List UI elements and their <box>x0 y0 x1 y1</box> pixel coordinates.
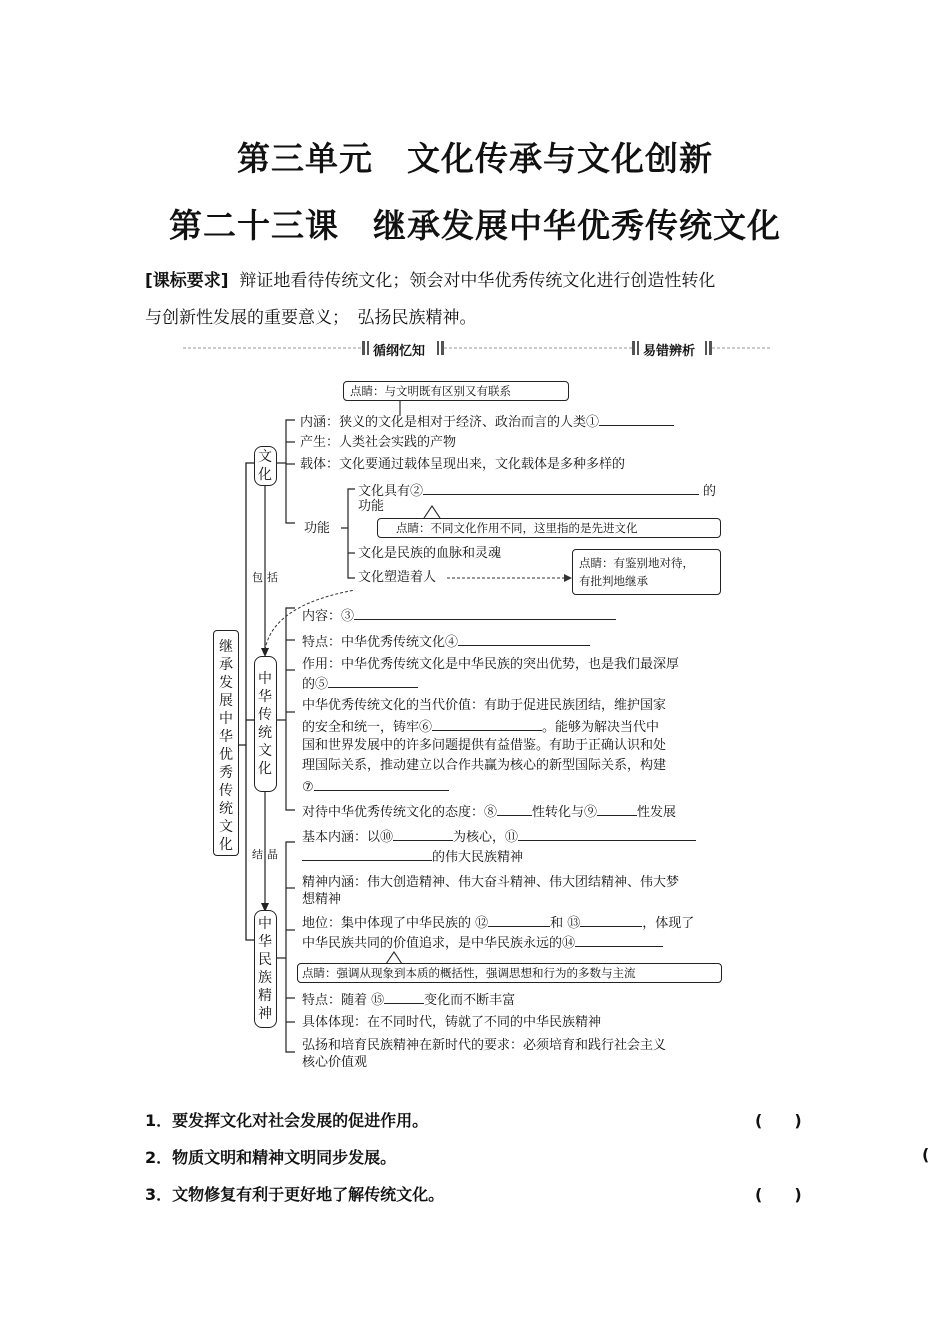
note-culture <box>343 381 569 401</box>
tab-errors[interactable]: 易错辨析 <box>643 344 696 359</box>
requirement-text-1: 辩证地看待传统文化；领会对中华优秀传统文化进行创造性转化 <box>239 271 716 291</box>
tradition-role-1: 作用：中华优秀传统文化是中华民族的突出优势，也是我们最深厚 <box>302 657 680 672</box>
culture-label: 文化 <box>258 449 272 483</box>
spirit-feature: 特点：随着 ⑮ 变化而不断丰富 <box>302 993 516 1008</box>
question-1-bracket[interactable]: ( ) <box>755 1111 802 1130</box>
tradition-value-3: 国和世界发展中的许多问题提供有益借鉴。有助于正确认识和处 <box>302 738 667 753</box>
question-2-bracket[interactable]: ( <box>922 1145 930 1164</box>
note-function-text: 点睛：不同文化作用不同，这里指的是先进文化 <box>396 521 638 535</box>
requirement-label: [课标要求] <box>145 271 229 291</box>
tradition-value-1: 中华优秀传统文化的当代价值：有助于促进民族团结，维护国家 <box>302 698 667 713</box>
spirit-box <box>254 910 277 1028</box>
question-1: 1．要发挥文化对社会发展的促进作用。 <box>145 1111 429 1130</box>
question-2: 2．物质文明和精神文明同步发展。 <box>145 1148 397 1167</box>
spirit-connotation-1: 精神内涵：伟大创造精神、伟大奋斗精神、伟大团结精神、伟大梦 <box>302 875 680 890</box>
tradition-role-2: 的⑤ <box>302 675 418 693</box>
note-side-text-1: 点睛：有鉴别地对待， <box>579 556 694 570</box>
root-box <box>213 630 239 856</box>
note-spirit-text: 点睛：强调从现象到本质的概括性，强调思想和行为的多数与主流 <box>302 966 636 980</box>
tab-review[interactable]: 循纲忆知 <box>373 344 426 359</box>
tradition-value-2: 的安全和统一，铸牢⑥ 。能够为解决当代中 <box>302 720 660 735</box>
tradition-content: 内容：③ <box>302 607 616 625</box>
tradition-attitude: 对待中华优秀传统文化的态度：⑧ 性转化与⑨ 性发展 <box>302 805 677 820</box>
root-label: 继承发展中华优秀传统文化 <box>219 639 233 853</box>
culture-connotation: 内涵：狭义的文化是相对于经济、政治而言的人类① <box>300 413 674 431</box>
tradition-feature: 特点：中华优秀传统文化④ <box>302 633 590 651</box>
tradition-box <box>254 656 277 792</box>
question-3: 3．文物修复有利于更好地了解传统文化。 <box>145 1185 445 1204</box>
spirit-basic-cont: 的伟大民族精神 <box>302 848 523 866</box>
note-side-text-2: 有批判地继承 <box>579 574 648 588</box>
note-spirit <box>297 963 722 983</box>
spirit-basic: 基本内涵：以⑩ 为核心，⑪ <box>302 828 696 846</box>
culture-carrier: 载体：文化要通过载体呈现出来，文化载体是多种多样的 <box>300 457 626 472</box>
link-crystal: 结晶 <box>252 848 282 861</box>
culture-box <box>254 446 277 486</box>
spirit-status-1: 地位：集中体现了中华民族的 ⑫ 和 ⑬ ，体现了 <box>302 916 695 931</box>
spirit-label: 中华民族精神 <box>258 916 272 1022</box>
link-include: 包括 <box>252 571 282 584</box>
question-3-bracket[interactable]: ( ) <box>755 1185 802 1204</box>
func1-cont: 功能 <box>358 499 385 514</box>
function-label: 功能 <box>304 521 331 536</box>
spirit-connotation-2: 想精神 <box>302 892 342 907</box>
unit-title: 第三单元 文化传承与文化创新 <box>237 139 713 178</box>
tradition-value-5: ⑦ <box>302 778 449 796</box>
spirit-status-2: 中华民族共同的价值追求，是中华民族永远的⑭ <box>302 934 663 952</box>
func3: 文化塑造着人 <box>358 570 437 585</box>
func1: 文化具有② 的 <box>358 484 717 499</box>
spirit-promote-2: 核心价值观 <box>302 1055 368 1070</box>
spirit-embody: 具体体现：在不同时代，铸就了不同的中华民族精神 <box>302 1015 602 1030</box>
spirit-promote-1: 弘扬和培育民族精神在新时代的要求：必须培育和践行社会主义 <box>302 1038 667 1053</box>
requirement-line2: 与创新性发展的重要意义； 弘扬民族精神。 <box>145 308 477 328</box>
func2: 文化是民族的血脉和灵魂 <box>358 546 502 561</box>
lesson-title: 第二十三课 继承发展中华优秀传统文化 <box>169 206 781 245</box>
culture-origin: 产生：人类社会实践的产物 <box>300 435 457 450</box>
note-function <box>377 518 721 538</box>
note-culture-text: 点睛：与文明既有区别又有联系 <box>350 384 511 398</box>
tradition-label: 中华传统文化 <box>258 671 272 777</box>
note-side <box>572 549 721 595</box>
tradition-value-4: 理国际关系，推动建立以合作共赢为核心的新型国际关系，构建 <box>302 758 667 773</box>
